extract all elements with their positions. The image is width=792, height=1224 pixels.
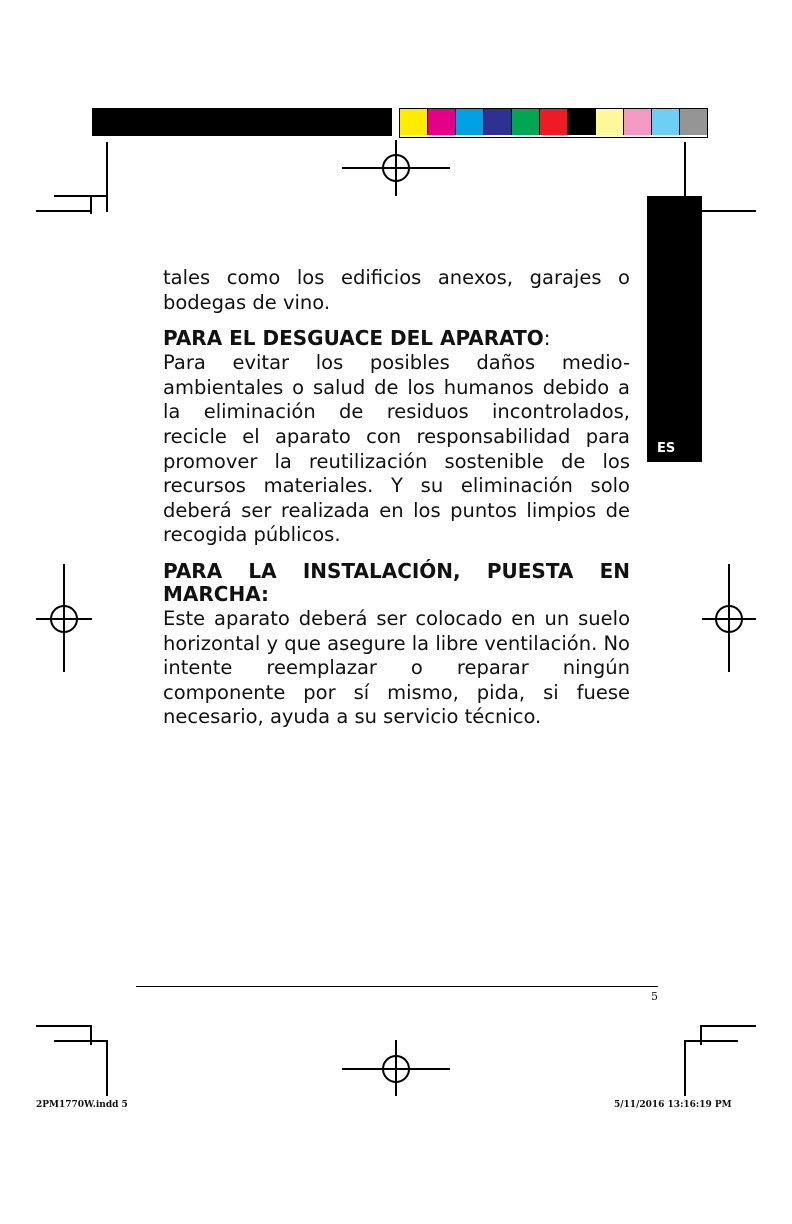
language-label: ES (657, 441, 676, 456)
crop-mark-top-left-vertical (106, 142, 108, 212)
color-swatch (680, 109, 707, 135)
print-black-bar (92, 108, 392, 136)
file-slug: 2PM1770W.indd 5 (36, 1100, 128, 1110)
disposal-paragraph: Para evitar los posibles daños medio-ambientales o salud de los humanos debido a la eliminación de residuos incontrolados, recicle el aparato con responsabilidad para promover la reutilización sostenible de los recursos materiales. Y su eliminación solo deberá ser realizada en los puntos limpios de recogida públicos. (163, 351, 630, 547)
color-swatch (512, 109, 540, 135)
crop-mark-bottom-left-vertical-outer (106, 1040, 108, 1096)
registration-bottom-circle (382, 1055, 410, 1083)
intro-paragraph: tales como los edificios anexos, garajes o bodegas de vino. (163, 266, 630, 314)
registration-top-circle (382, 154, 410, 182)
section-heading-disposal-colon: : (543, 326, 551, 351)
crop-mark-bottom-left-horizontal-inner (54, 1040, 108, 1042)
registration-right-circle (715, 605, 743, 633)
crop-mark-bottom-right-vertical (700, 1025, 702, 1045)
crop-mark-bottom-right-horizontal-inner (684, 1040, 738, 1042)
crop-mark-top-left-horizontal-inner (54, 195, 108, 197)
color-swatch (652, 109, 680, 135)
crop-mark-bottom-left-vertical (90, 1025, 92, 1045)
color-swatch (456, 109, 484, 135)
page-number: 5 (651, 990, 658, 1003)
section-heading-disposal-text: PARA EL DESGUACE DEL APARATO (163, 326, 544, 351)
color-swatch (568, 109, 596, 135)
footer-rule (136, 986, 658, 987)
color-swatch (596, 109, 624, 135)
color-swatch (540, 109, 568, 135)
color-swatch (428, 109, 456, 135)
language-side-tab (647, 196, 702, 462)
crop-mark-top-right-horizontal (702, 210, 756, 212)
crop-mark-bottom-left-horizontal (36, 1025, 92, 1027)
section-heading-installation: PARA LA INSTALACIÓN, PUESTA EN MARCHA: (163, 558, 630, 606)
color-swatch (484, 109, 512, 135)
crop-mark-bottom-right-vertical-outer (684, 1040, 686, 1096)
color-swatch (624, 109, 652, 135)
color-swatch (400, 109, 428, 135)
crop-mark-top-left-horizontal (36, 210, 92, 212)
crop-mark-bottom-right-horizontal (702, 1025, 756, 1027)
section-heading-disposal (163, 327, 630, 350)
registration-left-circle (50, 605, 78, 633)
print-timestamp: 5/11/2016 13:16:19 PM (614, 1100, 732, 1110)
print-color-swatches (399, 108, 708, 138)
installation-paragraph: Este aparato deberá ser colocado en un suelo horizontal y que asegure la libre ventilación. No intente reemplazar o reparar ningún componente por sí mismo, pida, si fuese necesario, ayuda a su servicio técnico. (163, 606, 630, 729)
main-content (163, 266, 630, 730)
